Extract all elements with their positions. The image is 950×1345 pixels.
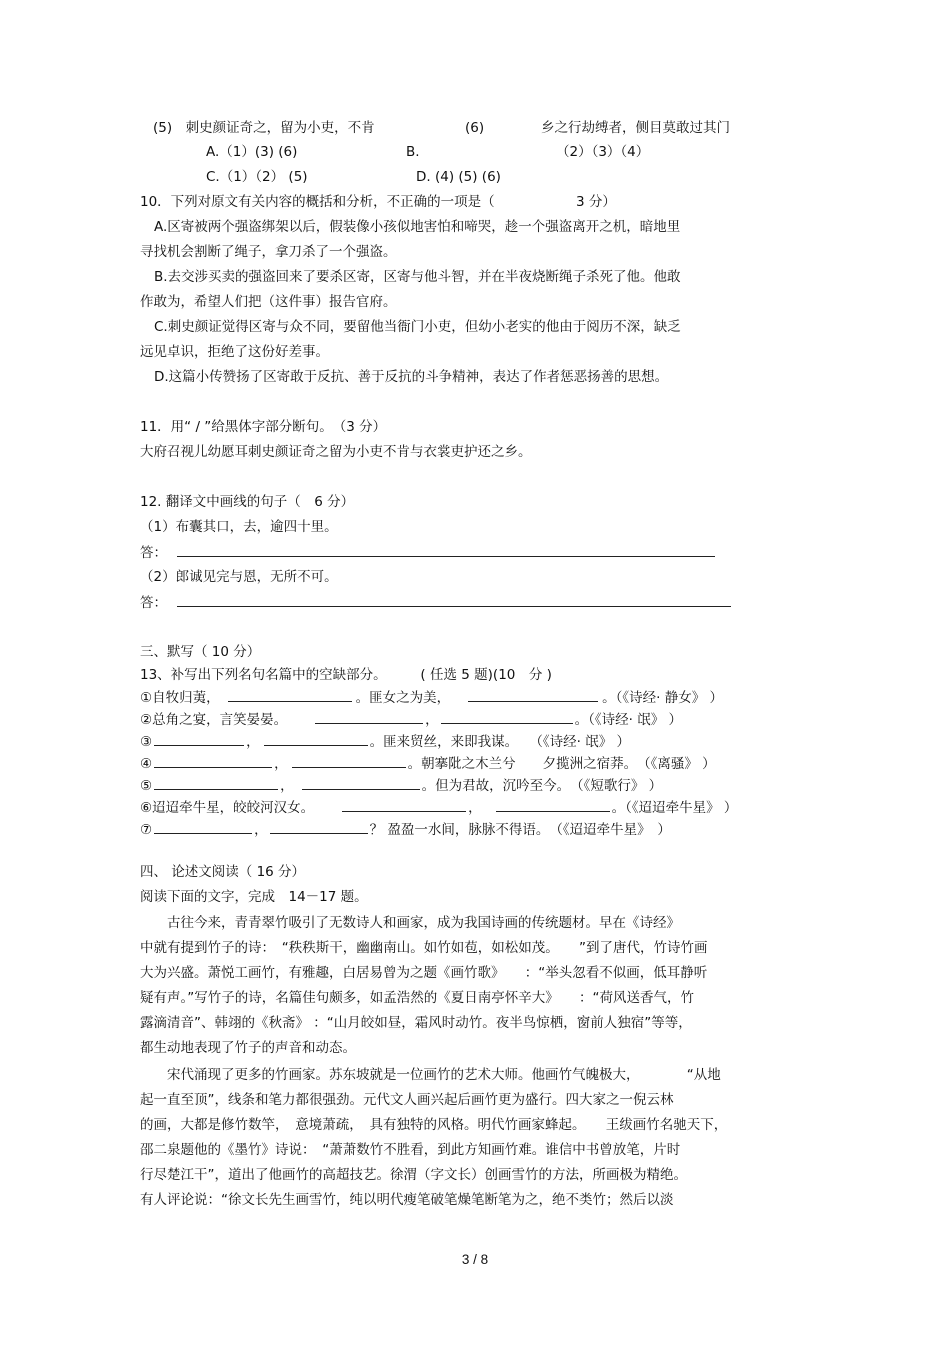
text: 。（《迢迢牵牛星》 ） [611,800,738,816]
q13-line-3 [140,732,630,751]
q9-choice-b: B. [406,144,420,160]
fill-blank[interactable] [154,820,252,834]
q9-choice-d: D. (4) (5) (6) [416,169,501,185]
q10-option-b-line1: B.去交涉买卖的强盗回来了要杀区寄，区寄与他斗智，并在半夜烧断绳子杀死了他。他敢 [154,269,681,285]
section-4-intro: 阅读下面的文字，完成 14－17 题。 [140,889,368,905]
text: ， [246,734,260,750]
q12-stem: 12. 翻译文中画线的句子（ 6 分） [140,494,355,510]
fill-blank[interactable] [154,754,272,768]
passage-line: 行尽楚江干”，道出了他画竹的高超技艺。徐渭（字文长）创画雪竹的方法，所画极为精绝。 [140,1167,687,1183]
text: ①自牧归荑， [140,690,220,706]
passage-line: 都生动地表现了竹子的声音和动态。 [140,1040,356,1056]
q10-score: 3 分） [576,194,616,210]
q10-option-c-line1: C.刺史颜证觉得区寄与众不同，要留他当衙门小吏，但幼小老实的他由于阅历不深，缺乏 [154,319,681,335]
q9-choice-b-value: （2）（3）（4） [556,144,650,160]
answer-label: 答： [140,545,167,561]
text: ， [254,822,268,838]
q10-option-c-line2: 远见卓识，拒绝了这份好差事。 [140,344,329,360]
q12-sentence-2: （2）郎诚见完与恩，无所不可。 [140,569,338,585]
q9-option-5: (5) 刺史颜证奇之，留为小吏，不肯 [153,120,375,136]
text: 。但为君故，沉吟至今。 （《短歌行》 ） [421,778,663,794]
q13-stem: 13、补写出下列名句名篇中的空缺部分。 ( 任选 5 题)(10 分 ) [140,667,552,683]
passage-line: 有人评论说：“徐文长先生画雪竹，纯以明代瘦笔破笔燥笔断笔为之，绝不类竹；然后以淡 [140,1192,674,1208]
text: ， [274,756,288,772]
text: ④ [140,756,153,772]
fill-blank[interactable] [270,820,368,834]
q10-option-b-line2: 作敢为，希望人们把（这件事）报告官府。 [140,294,397,310]
q12-answer-2 [140,593,731,612]
text: ③ [140,734,153,750]
text: 。朝搴阰之木兰兮 夕揽洲之宿莽。 （《离骚》 ） [407,756,716,772]
q9-option-6: 乡之行劫缚者，侧目莫敢过其门 [541,120,730,136]
text: ， [468,800,482,816]
answer-blank[interactable] [177,593,731,607]
fill-blank[interactable] [468,688,598,702]
passage-line: 露滴清音”、韩翊的《秋斋》 ：“山月皎如昼，霜风时动竹。夜半鸟惊栖，窗前人独宿”等等， [140,1015,692,1031]
passage-line: 大为兴盛。萧悦工画竹，有雅趣，白居易曾为之题《画竹歌》 ：“举头忽看不似画，低耳静听 [140,965,708,981]
text: ⑦ [140,822,153,838]
text: （《诗经· 氓》 ） [536,734,630,750]
fill-blank[interactable] [441,710,573,724]
q12-answer-1 [140,543,715,562]
q13-line-7 [140,820,671,839]
q10-option-a-line2: 寻找机会割断了绳子，拿刀杀了一个强盗。 [140,244,397,260]
q9-option-6-label: (6) [465,120,485,136]
text: 。（《诗经· 氓》 ） [574,712,682,728]
fill-blank[interactable] [154,732,244,746]
q10-option-a-line1: A.区寄被两个强盗绑架以后，假装像小孩似地害怕和啼哭，趁一个强盗离开之机，暗地里 [154,219,681,235]
section-3-title: 三、默写（ 10 分） [140,644,261,660]
q10-option-d: D.这篇小传赞扬了区寄敢于反抗、善于反抗的斗争精神，表达了作者惩恶扬善的思想。 [154,369,669,385]
passage-line: 邵二泉题他的《墨竹》诗说： “萧萧数竹不胜看，到此方知画竹难。谁信中书曾放笔，片时 [140,1142,681,1158]
text: 。（《诗经· 静女》 ） [602,690,723,706]
q13-line-6 [140,798,737,817]
section-4-title: 四、 论述文阅读（ 16 分） [140,864,306,880]
text: ， [425,712,439,728]
fill-blank[interactable] [315,710,423,724]
passage-line: 古往今来，青青翠竹吸引了无数诗人和画家，成为我国诗画的传统题材。早在《诗经》 [140,915,680,931]
q13-line-1 [140,688,723,707]
text: 。匪女之为美， [355,690,451,706]
fill-blank[interactable] [292,754,406,768]
passage-line: 疑有声。”写竹子的诗，名篇佳句颇多，如孟浩然的《夏日南亭怀辛大》 ：“荷风送香气，竹 [140,990,694,1006]
q12-sentence-1: （1）布囊其口，去，逾四十里。 [140,519,338,535]
text: ②总角之宴，言笑晏晏。 [140,712,288,728]
passage-line: 的画，大都是修竹数竿， 意境萧疏， 具有独特的风格。明代竹画家蜂起。 王绂画竹名驰天下， [140,1117,728,1133]
text: ？ 盈盈一水间，脉脉不得语。 （《迢迢牵牛星》 ） [369,822,671,838]
q13-line-2 [140,710,682,729]
q9-choice-c: C.（1）（2） (5) [206,169,308,185]
q9-choice-a: A.（1）(3) (6) [206,144,298,160]
fill-blank[interactable] [342,798,466,812]
page-number: 3 / 8 [461,1252,489,1267]
fill-blank[interactable] [496,798,610,812]
fill-blank[interactable] [154,776,278,790]
text: 。匪来贸丝，来即我谋。 [369,734,519,750]
fill-blank[interactable] [264,732,368,746]
q11-stem: 11．用“ / ”给黑体字部分断句。 （3 分） [140,419,387,435]
answer-blank[interactable] [177,543,715,557]
q10-stem: 10．下列对原文有关内容的概括和分析，不正确的一项是（ [140,194,495,210]
passage-line: 中就有提到竹子的诗： “秩秩斯干，幽幽南山。如竹如苞，如松如茂。 ”到了唐代，竹诗竹画 [140,940,708,956]
fill-blank[interactable] [302,776,420,790]
text: ， [280,778,294,794]
fill-blank[interactable] [228,688,352,702]
passage-line: 宋代涌现了更多的竹画家。苏东坡就是一位画竹的艺术大师。他画竹气魄极大， “从地 [140,1067,721,1083]
answer-label: 答： [140,595,167,611]
q13-line-5 [140,776,662,795]
q13-line-4 [140,754,716,773]
passage-line: 起一直至顶”，线条和笔力都很强劲。元代文人画兴起后画竹更为盛行。四大家之一倪云林 [140,1092,674,1108]
q11-text: 大府召视儿幼愿耳刺史颜证奇之留为小吏不肯与衣裳吏护还之乡。 [140,444,532,460]
text: ⑤ [140,778,153,794]
text: ⑥迢迢牵牛星，皎皎河汉女。 [140,800,315,816]
